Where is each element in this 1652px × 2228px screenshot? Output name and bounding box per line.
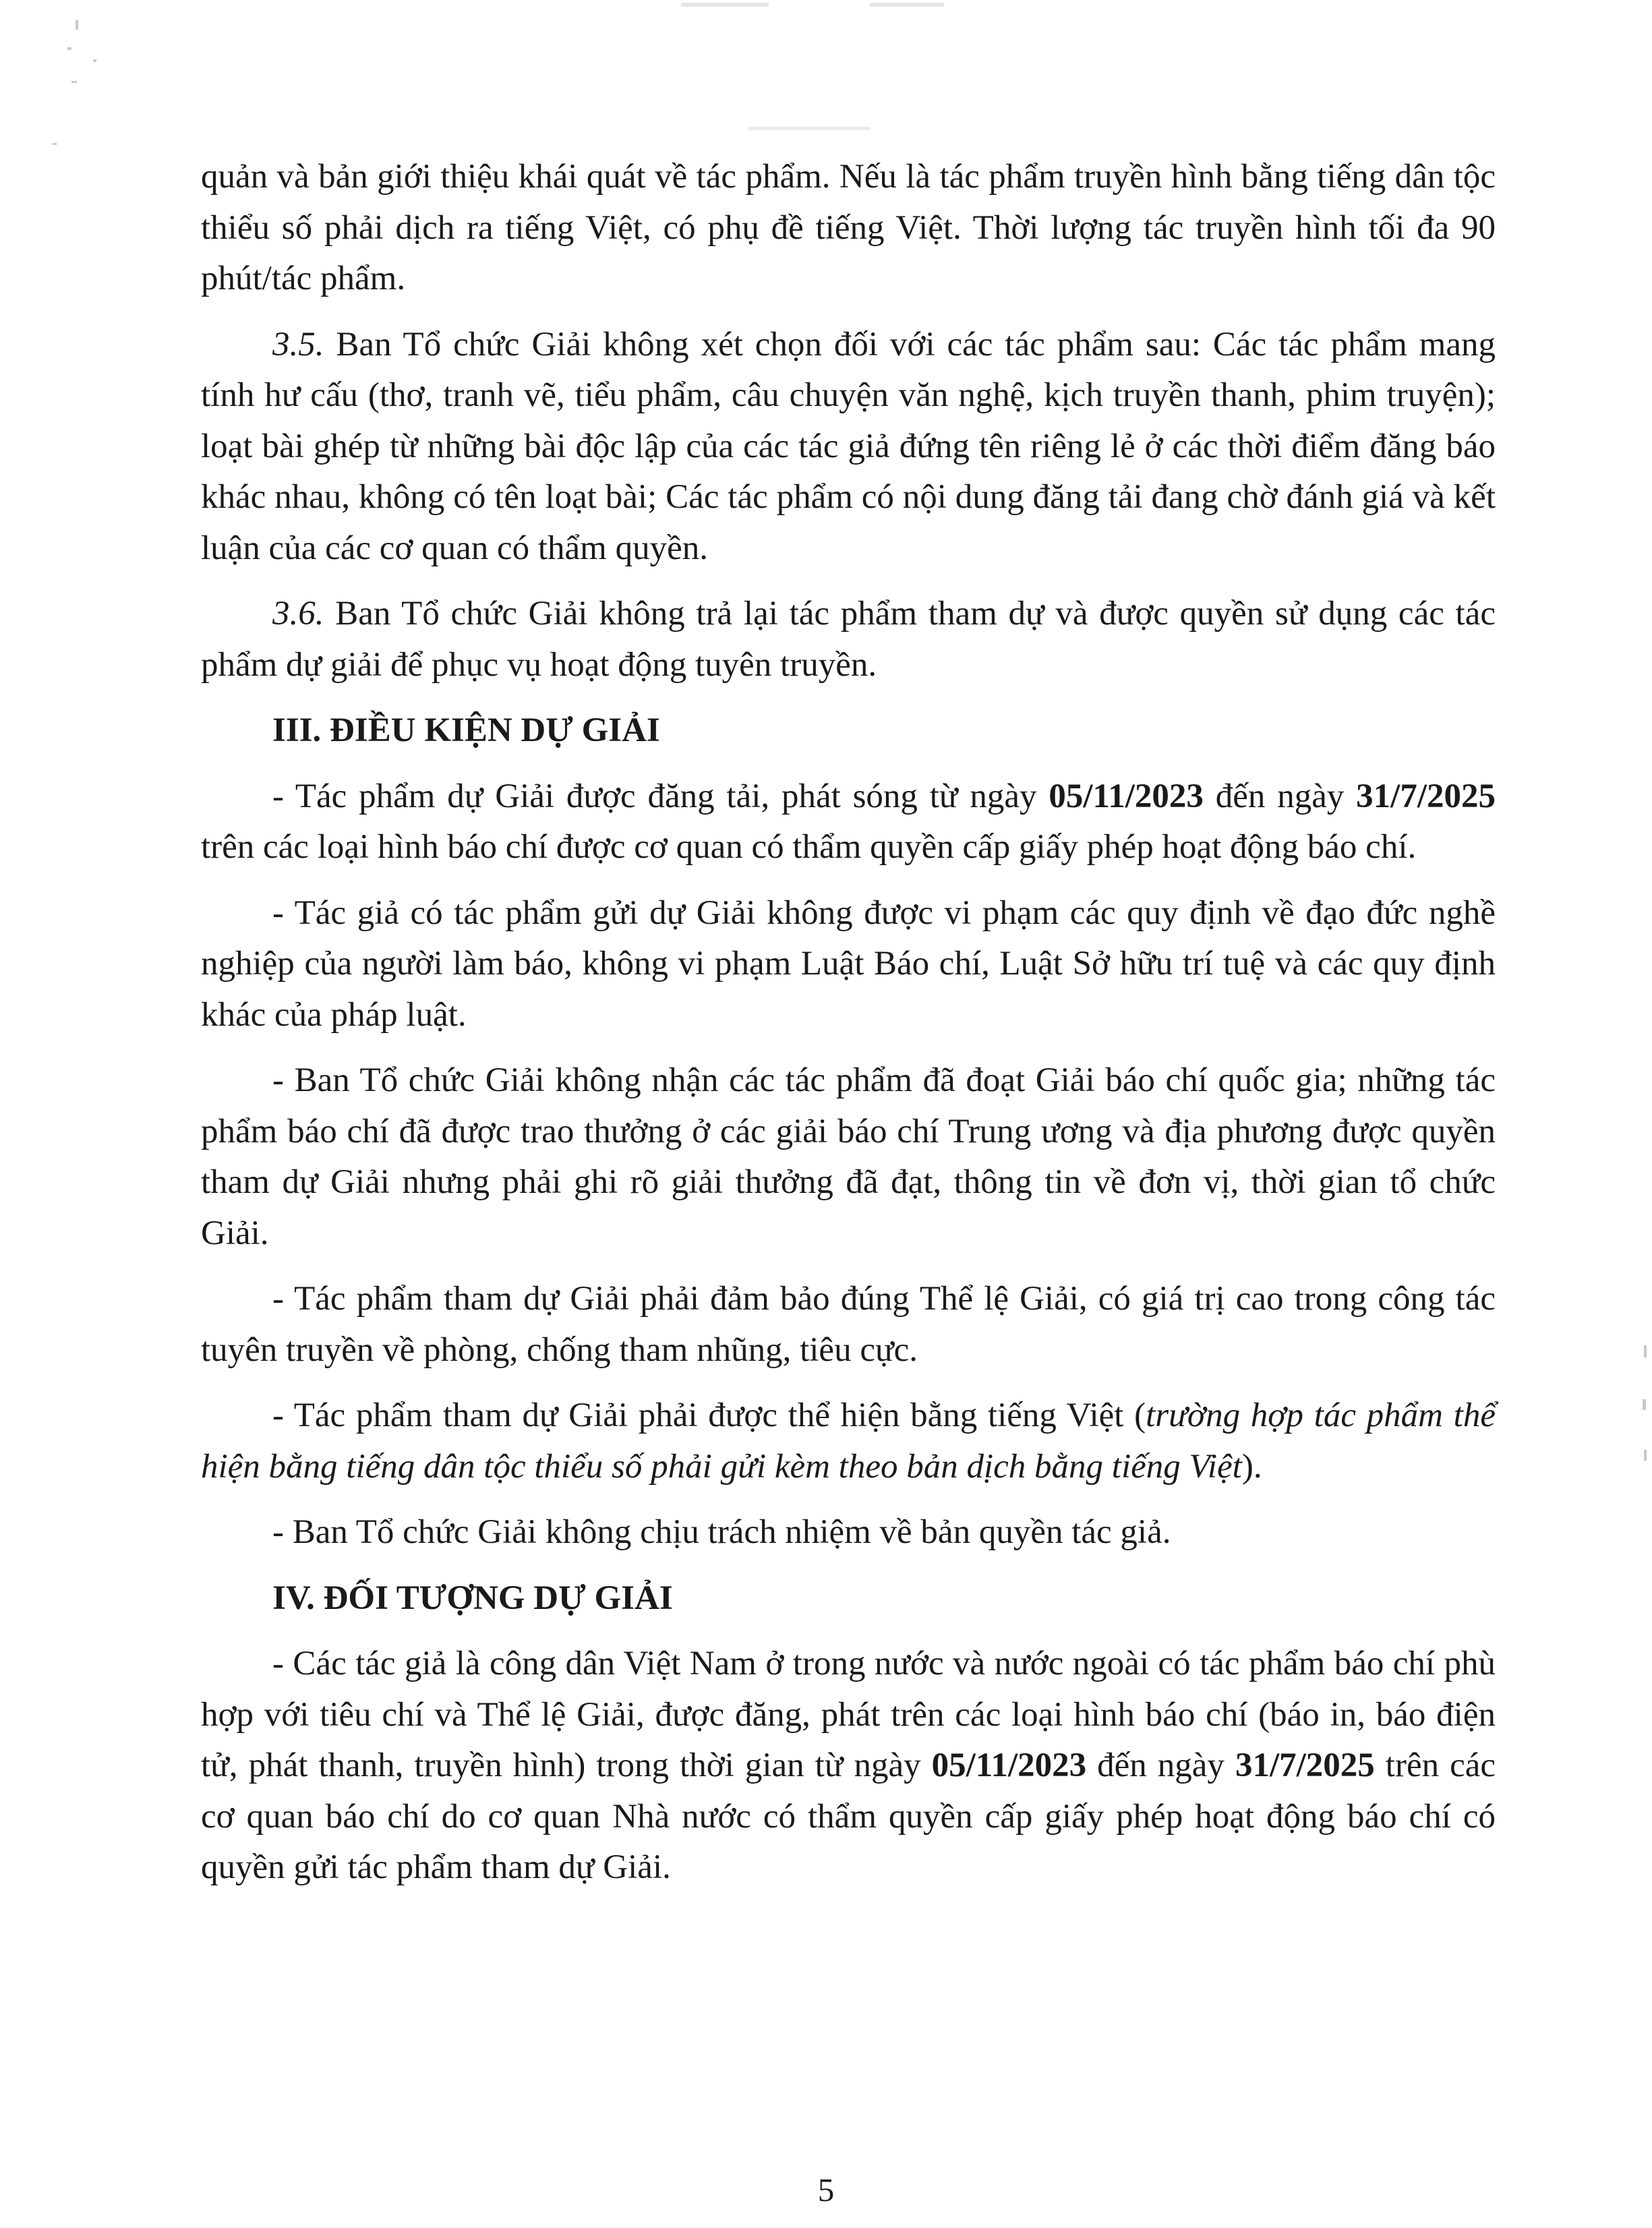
condition-paragraph-4: - Tác phẩm tham dự Giải phải đảm bảo đúng Thể lệ Giải, có giá trị cao trong công tác tuyên truyền về phòng, chống tham nhũng, tiêu cực. xyxy=(201,1280,1496,1369)
italic-note: trường hợp tác phẩm thể hiện bằng tiếng dân tộc thiểu số phải gửi kèm theo bản dịch bằng tiếng Việt xyxy=(201,1397,1496,1486)
eligibility-paragraph xyxy=(201,1639,1496,1894)
condition-paragraph-2: - Tác giả có tác phẩm gửi dự Giải không được vi phạm các quy định về đạo đức nghề nghiệp của người làm báo, không vi phạm Luật Báo chí, Luật Sở hữu trí tuệ và các quy định khác của pháp luật. xyxy=(201,893,1496,1034)
condition-paragraph-5 xyxy=(201,1390,1496,1492)
section-3-5-paragraph xyxy=(201,320,1496,575)
condition-text: - Tác phẩm tham dự Giải phải được thể hiện bằng tiếng Việt ( xyxy=(272,1397,1146,1434)
page-number: 5 xyxy=(817,2171,835,2208)
condition-text: trên các loại hình báo chí được cơ quan có thẩm quyền cấp giấy phép hoạt động báo chí. xyxy=(201,828,1417,866)
intro-text: quản và bản giới thiệu khái quát về tác phẩm. Nếu là tác phẩm truyền hình bằng tiếng dân tộc thiểu số phải dịch ra tiếng Việt, có phụ đề tiếng Việt. Thời lượng tác truyền hình tối đa 90 phút/tác phẩm. xyxy=(201,158,1496,297)
scan-speck xyxy=(1644,1450,1647,1461)
eligibility-text: đến ngày xyxy=(1086,1747,1235,1784)
scan-speck xyxy=(53,143,57,145)
eligibility-text: - Các tác giả là công dân Việt Nam ở trong nước và nước ngoài có tác phẩm báo chí phù hợp với tiêu chí và Thể lệ Giải, được đăng, phát trên các loại hình báo chí (báo in, báo điện tử, phát thanh, truyền hình) trong thời gian từ ngày xyxy=(201,1645,1496,1784)
condition-text: đến ngày xyxy=(1203,777,1357,815)
scan-speck xyxy=(67,47,71,50)
scan-speck xyxy=(870,3,944,7)
section-heading-iv: IV. ĐỐI TƯỢNG DỰ GIẢI xyxy=(272,1579,673,1617)
scan-speck xyxy=(1643,1399,1646,1410)
condition-paragraph-3: - Ban Tổ chức Giải không nhận các tác phẩm đã đoạt Giải báo chí quốc gia; những tác phẩm báo chí đã được trao thưởng ở các giải báo chí Trung ương và địa phương được quyền tham dự Giải nhưng phải ghi rõ giải thưởng đã đạt, thông tin về đơn vị, thời gian tổ chức Giải. xyxy=(201,1061,1496,1252)
condition-paragraph-1 xyxy=(201,771,1496,873)
section-3-6-paragraph xyxy=(201,589,1496,691)
scan-speck xyxy=(681,3,769,7)
section-number: 3.5. xyxy=(272,325,324,363)
condition-paragraph-6: - Ban Tổ chức Giải không chịu trách nhiệm về bản quyền tác giả. xyxy=(272,1513,1171,1551)
scan-speck xyxy=(76,20,78,30)
scan-speck xyxy=(748,127,870,130)
end-date: 31/7/2025 xyxy=(1235,1747,1375,1784)
scan-speck xyxy=(93,59,96,62)
intro-paragraph xyxy=(201,152,1496,305)
scan-speck xyxy=(1644,1345,1647,1357)
start-date: 05/11/2023 xyxy=(931,1747,1087,1784)
condition-text: ). xyxy=(1241,1447,1262,1486)
start-date: 05/11/2023 xyxy=(1049,777,1204,815)
section-heading-iii: III. ĐIỀU KIỆN DỰ GIẢI xyxy=(272,711,660,749)
document-body xyxy=(201,152,1496,1908)
end-date: 31/7/2025 xyxy=(1356,777,1496,815)
condition-text: - Tác phẩm dự Giải được đăng tải, phát sóng từ ngày xyxy=(272,777,1049,815)
section-number: 3.6. xyxy=(272,595,324,633)
eligibility-text: trên các cơ quan báo chí do cơ quan Nhà nước có thẩm quyền cấp giấy phép hoạt động báo chí có quyền gửi tác phẩm tham dự Giải. xyxy=(201,1747,1496,1886)
section-text: Ban Tổ chức Giải không trả lại tác phẩm tham dự và được quyền sử dụng các tác phẩm dự giải để phục vụ hoạt động tuyên truyền. xyxy=(201,595,1496,684)
scan-speck xyxy=(71,81,77,83)
section-text: Ban Tổ chức Giải không xét chọn đối với các tác phẩm sau: Các tác phẩm mang tính hư cấu (thơ, tranh vẽ, tiểu phẩm, câu chuyện văn nghệ, kịch truyền thanh, phim truyện); loạt bài ghép từ những bài độc lập của các tác giả đứng tên riêng lẻ ở các thời điểm đăng báo khác nhau, không có tên loạt bài; Các tác phẩm có nội dung đăng tải đang chờ đánh giá và kết luận của các cơ quan có thẩm quyền. xyxy=(201,325,1496,567)
